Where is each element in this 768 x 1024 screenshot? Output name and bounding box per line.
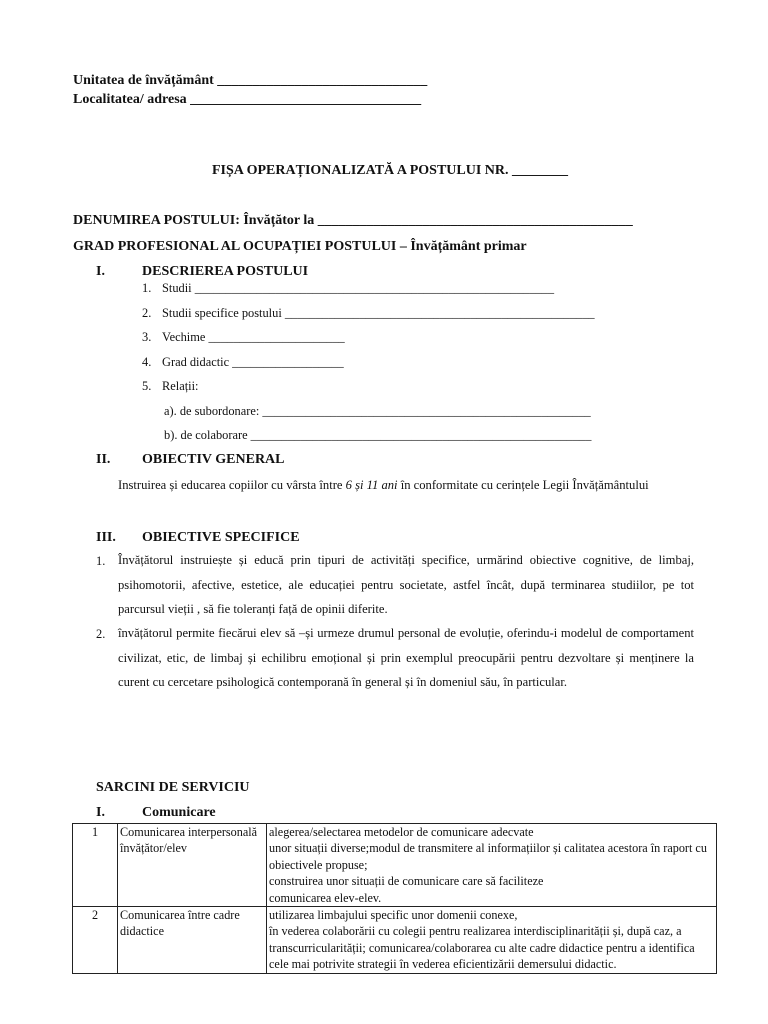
section-1-heading: [96, 264, 308, 280]
denumire-postului: DENUMIREA POSTULUI: Învățător la _____________________________________________: [73, 213, 633, 228]
row-description: utilizarea limbajului specific unor domenii conexe, în vederea colaborării cu colegii pentru realizarea interdisciplinarității și, după caz, a transcurricularității; comunicarea/colaborarea cu alte cadre didactice pentru a identifica cele mai potrivite strategii în vederea eficientizării demersului didactic.: [267, 907, 717, 974]
table-row: [73, 907, 717, 974]
section-3-numeral: III.: [96, 530, 116, 545]
list-item: Învățătorul instruiește și educă prin tipuri de activități specifice, urmărind obiective cognitive, de limbaj, psihomotorii, afective, estetice, ale educației pentru societate, astfel încât, după terminarea studiilor, pe tot parcursul vieții , să fie toleranți față de opinii diferite.: [118, 553, 694, 616]
list-subitem: b). de colaborare _______________________________________________________: [164, 428, 592, 442]
list-item: 1. Studii __________________________________________________________: [142, 281, 555, 295]
localitate-line: Localitatea/ adresa _________________________________: [73, 92, 422, 107]
section-2-title: OBIECTIV GENERAL: [142, 452, 285, 467]
sarcini-subheading: [96, 805, 216, 821]
sarcini-numeral: I.: [96, 805, 105, 820]
row-topic: Comunicarea interpersonală învățător/elev: [118, 824, 267, 907]
section-1-title: DESCRIEREA POSTULUI: [142, 264, 309, 279]
sarcini-subtitle: Comunicare: [142, 805, 216, 820]
row-topic: Comunicarea între cadre didactice: [118, 907, 267, 974]
list-item: 4. Grad didactic __________________: [142, 355, 344, 369]
section-2-heading: [96, 452, 285, 468]
unitate-line: Unitatea de învățământ ______________________________: [73, 73, 428, 88]
list-subitem: a). de subordonare: _____________________________________________________: [164, 404, 591, 418]
section-2-numeral: II.: [96, 452, 111, 467]
objective-general-text: Instruirea și educarea copiilor cu vârsta între 6 și 11 ani în conformitate cu cerințele Legii Învățământului: [118, 478, 649, 492]
row-number: 2: [73, 907, 118, 974]
list-item-number: 1.: [96, 554, 106, 568]
row-description: alegerea/selectarea metodelor de comunicare adecvate unor situații diverse;modul de transmitere al informațiilor și calitatea acestora în raport cu obiectivele propuse; construirea unor situații de comunicare care să faciliteze comunicarea elev-elev.: [267, 824, 717, 907]
list-item-number: 2.: [96, 627, 106, 641]
tasks-table: [72, 823, 717, 974]
page-title: FIȘA OPERAȚIONALIZATĂ A POSTULUI NR. ________: [211, 163, 569, 178]
row-number: 1: [73, 824, 118, 907]
list-item: învățătorul permite fiecărui elev să –și urmeze drumul personal de evoluție, oferindu-i modelul de comportament civilizat, etic, de limbaj și echilibru emoțional și prin exemplul preocupării pentru dezvoltare și menținere la curent cu cercetare psihologică contemporană în general și în domeniul său, în particular.: [118, 626, 694, 689]
list-item: 3. Vechime ______________________: [142, 330, 345, 344]
sarcini-title: SARCINI DE SERVICIU: [96, 780, 250, 795]
table-row: [73, 824, 717, 907]
section-1-numeral: I.: [96, 264, 105, 279]
grad-profesional: GRAD PROFESIONAL AL OCUPAȚIEI POSTULUI – Învățământ primar: [73, 239, 527, 254]
list-item: 5. Relații:: [142, 379, 199, 393]
section-3-heading: [96, 530, 300, 546]
list-item: 2. Studii specifice postului __________________________________________________: [142, 306, 595, 320]
section-3-title: OBIECTIVE SPECIFICE: [142, 530, 300, 545]
